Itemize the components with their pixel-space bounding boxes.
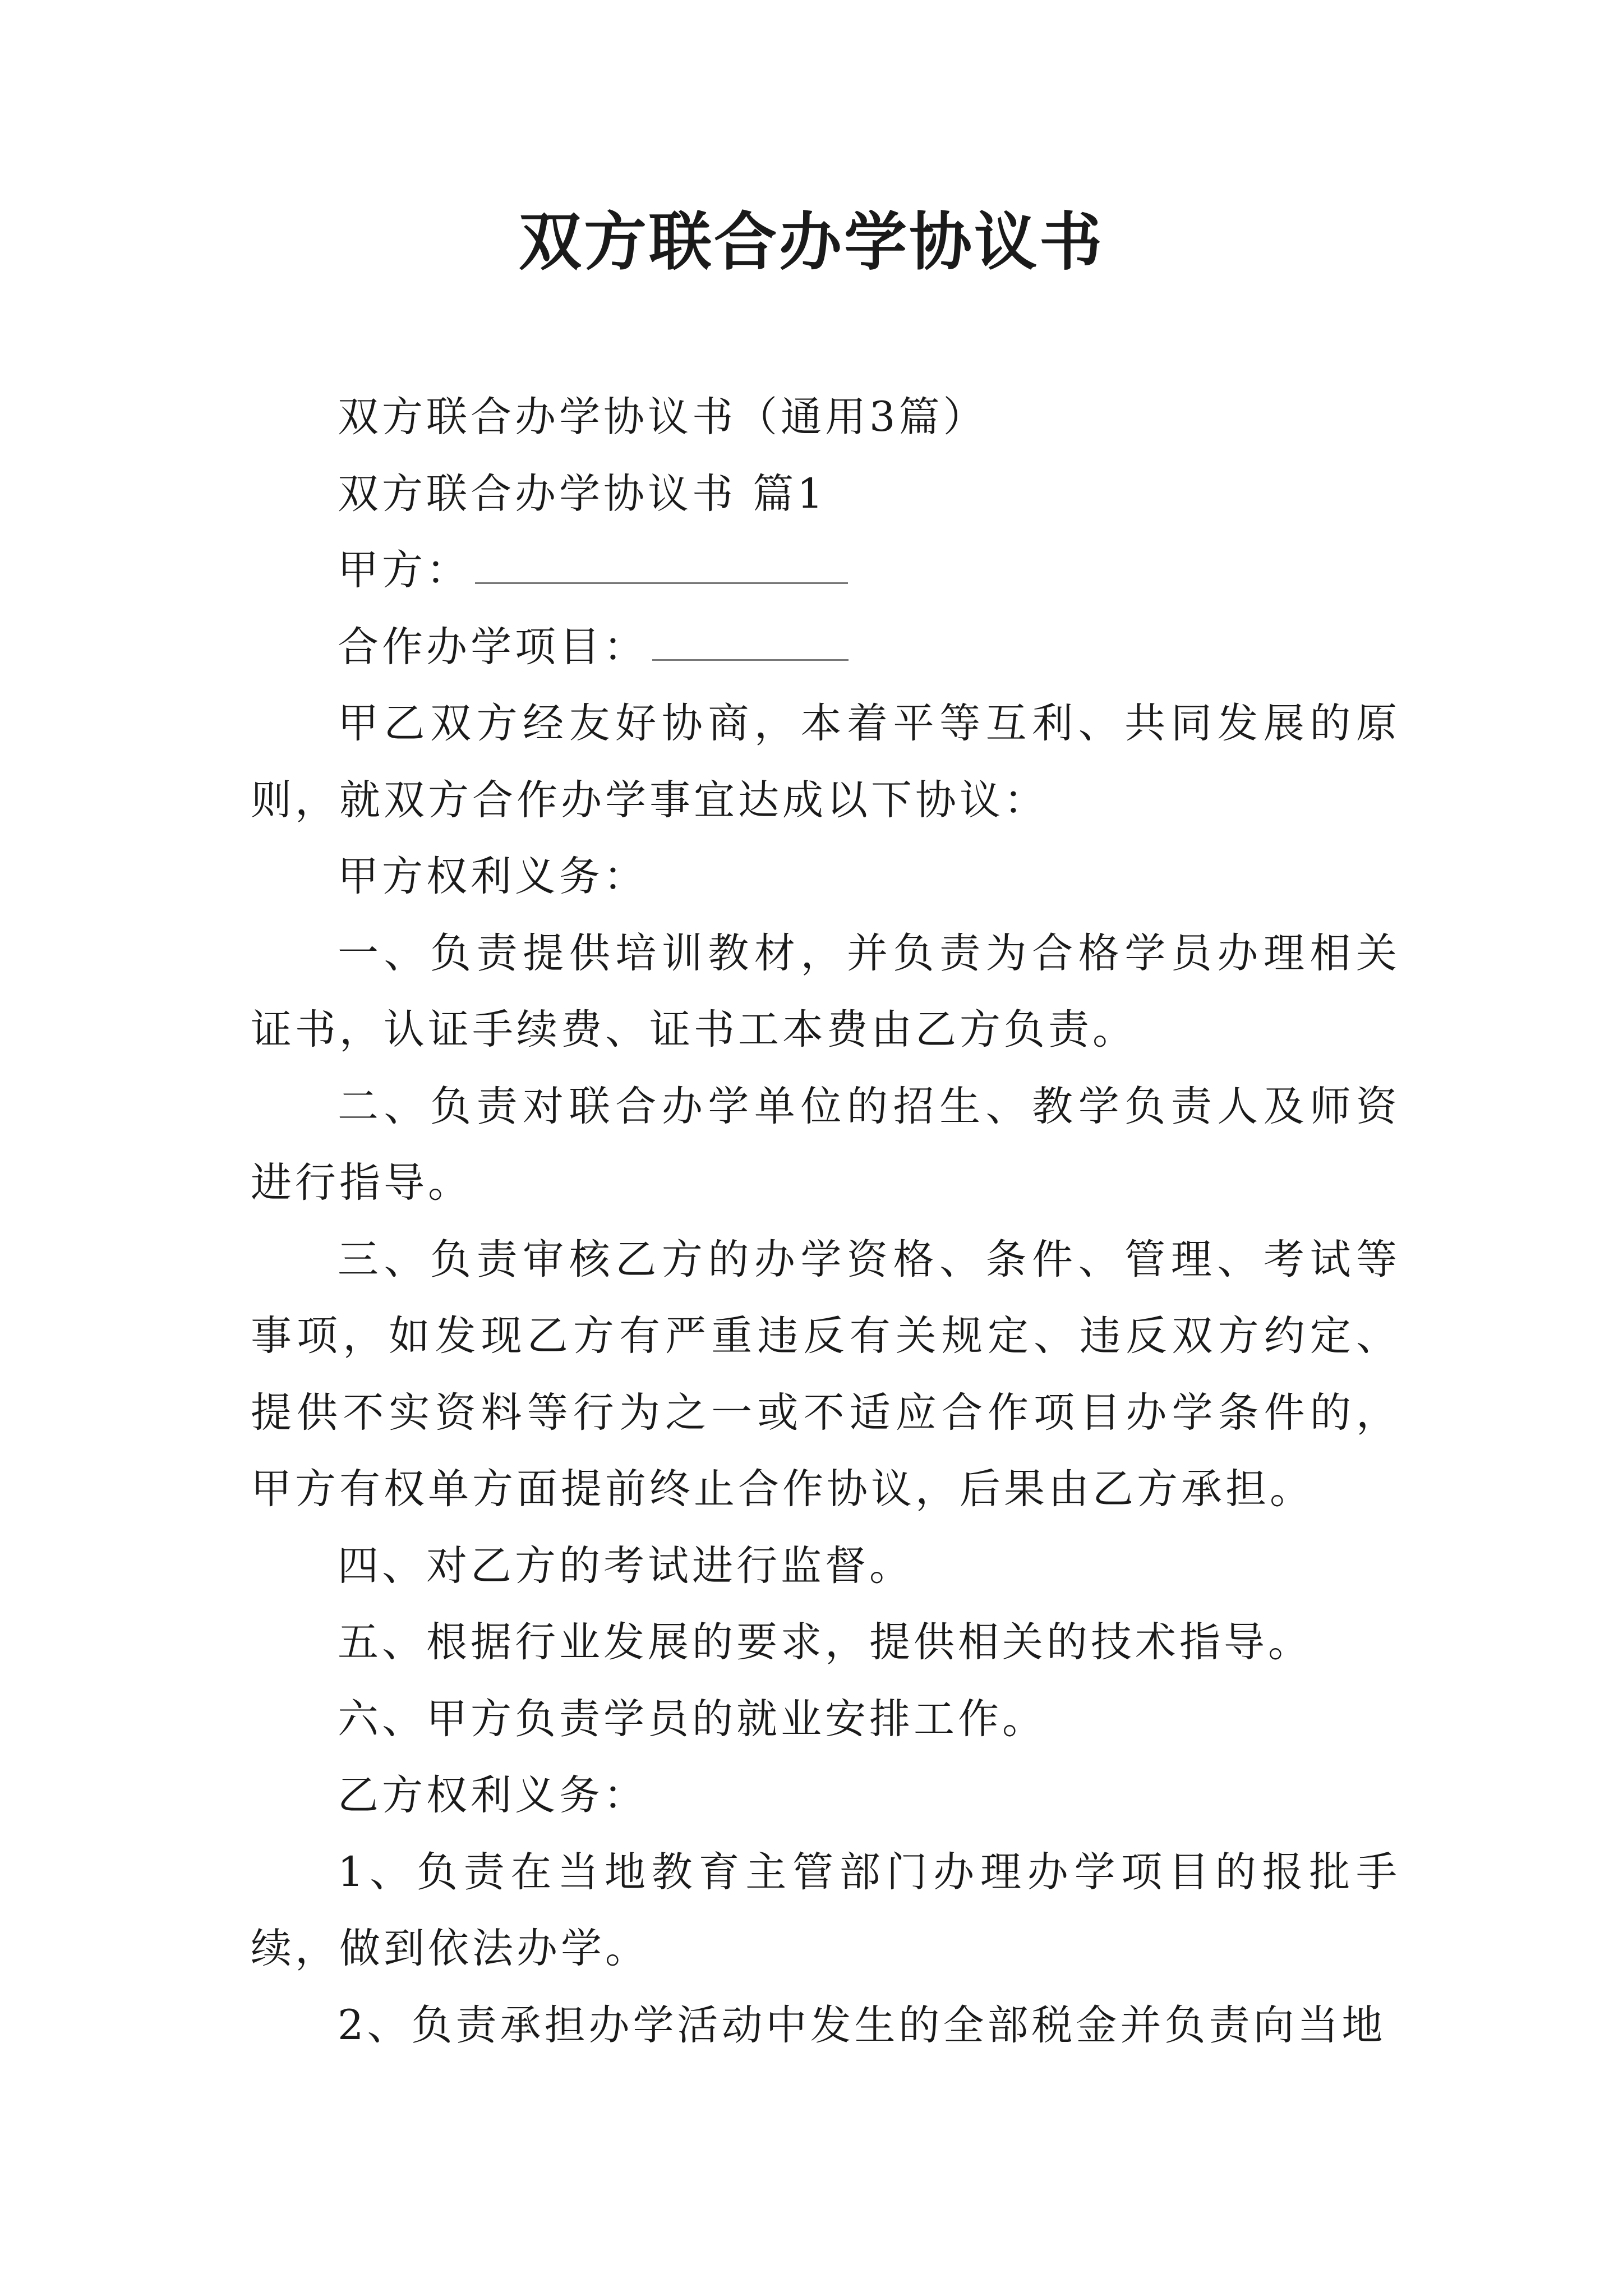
paragraph: 2、负责承担办学活动中发生的全部税金并负责向当地 [338,2001,1386,2049]
paragraph: 甲乙双方经友好协商，本着平等互利、共同发展的原则，就双方合作办学事宜达成以下协议： [251,700,1400,824]
paragraph: 1、负责在当地教育主管部门办理办学项目的报批手续，做到依法办学。 [251,1848,1400,1972]
paragraph: 四、对乙方的考试进行监督。 [338,1542,914,1590]
project-label: 合作办学项目： [338,623,648,671]
paragraph: 乙方权利义务： [338,1772,648,1819]
paragraph: 三、负责审核乙方的办学资格、条件、管理、考试等事项，如发现乙方有严重违反有关规定、违反双方约定、提供不实资料等行为之一或不适应合作项目办学条件的，甲方有权单方面提前终止合作协议，后果由乙方承担。 [251,1235,1400,1513]
paragraph: 一、负责提供培训教材，并负责为合格学员办理相关证书，认证手续费、证书工本费由乙方负责。 [251,929,1400,1053]
project-blank [652,625,849,661]
party-a-blank [475,549,848,584]
party-a-line [251,532,1400,609]
paragraph: 甲方权利义务： [338,853,648,900]
section-heading: 双方联合办学协议书 篇1 [338,470,827,518]
paragraph: 五、根据行业发展的要求，提供相关的技术指导。 [338,1618,1312,1666]
party-a-label: 甲方： [338,546,471,594]
paragraph: 六、甲方负责学员的就业安排工作。 [338,1695,1046,1743]
document-body [251,379,1400,2064]
document-title: 双方联合办学协议书 [519,205,1104,279]
paragraph: 二、负责对联合办学单位的招生、教学负责人及师资进行指导。 [251,1082,1400,1207]
project-line [251,609,1400,686]
document-subtitle: 双方联合办学协议书（通用3篇） [338,393,988,441]
